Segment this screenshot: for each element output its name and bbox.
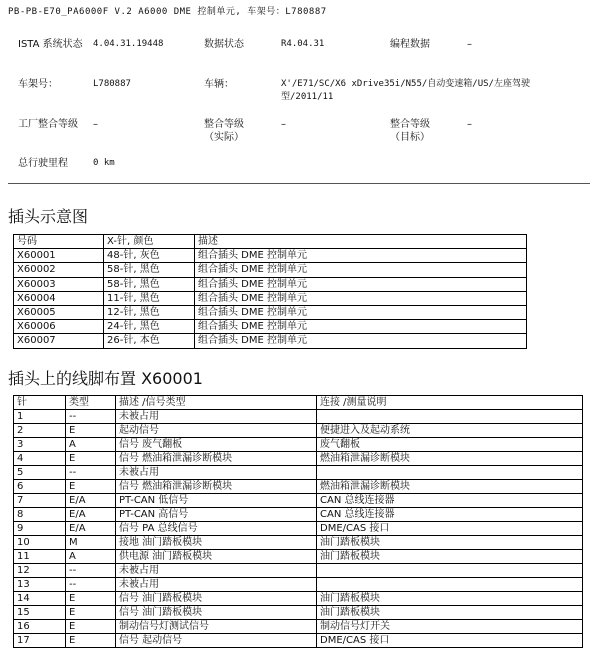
vehicle-label: 车辆： [204, 79, 234, 90]
table-row [14, 320, 527, 334]
table-cell: 14 [14, 592, 66, 606]
table-cell: X60003 [14, 277, 104, 291]
table-cell: 便捷进入及起动系统 [317, 424, 583, 438]
table-cell: 11-针, 黑色 [104, 291, 195, 305]
table-cell: 8 [14, 508, 66, 522]
table-cell: 信号 燃油箱泄漏诊断模块 [116, 452, 317, 466]
table-cell: 接地 油门踏板模块 [116, 536, 317, 550]
table-cell: 供电源 油门踏板模块 [116, 550, 317, 564]
table-cell: 油门踏板模块 [317, 606, 583, 620]
table-cell: 信号 油门踏板模块 [116, 592, 317, 606]
table-header-row [14, 396, 583, 410]
ista-value: 4.04.31.19448 [93, 39, 164, 49]
table-cell: DME/CAS 接口 [317, 522, 583, 536]
table-row [14, 606, 583, 620]
table-cell: 11 [14, 550, 66, 564]
table-row [14, 480, 583, 494]
table-cell [317, 410, 583, 424]
table-cell: 未被占用 [116, 578, 317, 592]
table-cell [317, 564, 583, 578]
table-cell: 油门踏板模块 [317, 536, 583, 550]
table-cell: M [66, 536, 116, 550]
table-row [14, 277, 527, 291]
data-state-label: 数据状态 [204, 39, 244, 50]
table-cell: 油门踏板模块 [317, 592, 583, 606]
table-row [14, 466, 583, 480]
table-cell [317, 466, 583, 480]
table-cell: A [66, 550, 116, 564]
table-row [14, 305, 527, 319]
table-header-row [14, 235, 527, 249]
table-cell: E/A [66, 508, 116, 522]
table-cell [317, 578, 583, 592]
table-cell: DME/CAS 接口 [317, 634, 583, 648]
table-cell: 燃油箱泄漏诊断模块 [317, 480, 583, 494]
table-cell: 未被占用 [116, 466, 317, 480]
table-cell: 58-针, 黑色 [104, 277, 195, 291]
target-level-value: – [467, 119, 472, 130]
table-row [14, 564, 583, 578]
table-cell: E [66, 424, 116, 438]
mileage-label: 总行驶里程 [18, 158, 68, 169]
target-level-label: 整合等级（目标） [390, 119, 430, 143]
table-cell: E/A [66, 494, 116, 508]
vin-label: 车架号： [18, 79, 58, 90]
document-header: PB-PB-E70_PA6000F V.2 A6000 DME 控制单元, 车架号：L780887 [8, 7, 327, 17]
table-row [14, 263, 527, 277]
table-cell: -- [66, 564, 116, 578]
table-cell: 16 [14, 620, 66, 634]
table-cell: X60006 [14, 320, 104, 334]
table-cell: 组合插头 DME 控制单元 [195, 305, 527, 319]
pin-section-title: 插头上的线脚布置 X60001 [8, 369, 203, 388]
col-header: 号码 [14, 235, 104, 249]
actual-level-label: 整合等级（实际） [204, 119, 244, 143]
table-row [14, 522, 583, 536]
table-cell: 未被占用 [116, 564, 317, 578]
table-row [14, 452, 583, 466]
table-cell: 13 [14, 578, 66, 592]
table-row [14, 410, 583, 424]
table-cell: CAN 总线连接器 [317, 494, 583, 508]
table-row [14, 334, 527, 348]
table-cell: E [66, 620, 116, 634]
table-cell: 5 [14, 466, 66, 480]
table-cell: 3 [14, 438, 66, 452]
table-cell: 制动信号灯测试信号 [116, 620, 317, 634]
table-cell: 17 [14, 634, 66, 648]
table-row [14, 249, 527, 263]
vin-value: L780887 [93, 79, 131, 89]
table-cell: 48-针, 灰色 [104, 249, 195, 263]
table-cell: -- [66, 578, 116, 592]
table-cell: -- [66, 410, 116, 424]
table-cell: 10 [14, 536, 66, 550]
col-header: 类型 [66, 396, 116, 410]
table-cell: 12-针, 黑色 [104, 305, 195, 319]
col-header: 针 [14, 396, 66, 410]
table-row [14, 494, 583, 508]
table-cell: X60005 [14, 305, 104, 319]
prog-data-label: 编程数据 [390, 39, 430, 50]
table-row [14, 291, 527, 305]
data-state-value: R4.04.31 [281, 39, 325, 49]
pin-table [13, 395, 583, 648]
col-header: 连接 /测量说明 [317, 396, 583, 410]
table-cell: E/A [66, 522, 116, 536]
table-cell: E [66, 452, 116, 466]
table-cell: 组合插头 DME 控制单元 [195, 277, 527, 291]
table-cell: 油门踏板模块 [317, 550, 583, 564]
table-cell: 1 [14, 410, 66, 424]
prog-data-value: – [467, 39, 472, 50]
table-cell: X60004 [14, 291, 104, 305]
table-cell: E [66, 592, 116, 606]
table-cell: E [66, 634, 116, 648]
table-cell: 未被占用 [116, 410, 317, 424]
table-cell: CAN 总线连接器 [317, 508, 583, 522]
table-cell: 7 [14, 494, 66, 508]
plug-table [13, 234, 527, 349]
table-cell: X60007 [14, 334, 104, 348]
table-cell: 26-针, 本色 [104, 334, 195, 348]
factory-level-label: 工厂整合等级 [18, 119, 78, 130]
table-cell: 燃油箱泄漏诊断模块 [317, 452, 583, 466]
table-cell: 制动信号灯开关 [317, 620, 583, 634]
table-cell: PT-CAN 高信号 [116, 508, 317, 522]
table-cell: A [66, 438, 116, 452]
table-cell: 15 [14, 606, 66, 620]
plug-section-title: 插头示意图 [8, 207, 89, 226]
table-row [14, 536, 583, 550]
table-cell: 废气翻板 [317, 438, 583, 452]
table-cell: 组合插头 DME 控制单元 [195, 291, 527, 305]
table-cell: 4 [14, 452, 66, 466]
table-row [14, 634, 583, 648]
table-cell: E [66, 480, 116, 494]
col-header: 描述 [195, 235, 527, 249]
col-header: X-针, 颜色 [104, 235, 195, 249]
table-cell: 组合插头 DME 控制单元 [195, 334, 527, 348]
table-cell: 信号 油门踏板模块 [116, 606, 317, 620]
mileage-value: 0 km [93, 158, 115, 168]
table-cell: 信号 废气翻板 [116, 438, 317, 452]
col-header: 描述 /信号类型 [116, 396, 317, 410]
vehicle-value: X'/E71/SC/X6 xDrive35i/N55/自动变速箱/US/左座驾驶型/2011/11 [281, 79, 530, 102]
table-row [14, 578, 583, 592]
table-cell: X60002 [14, 263, 104, 277]
table-cell: 信号 起动信号 [116, 634, 317, 648]
table-cell: 12 [14, 564, 66, 578]
table-row [14, 424, 583, 438]
table-cell: 组合插头 DME 控制单元 [195, 320, 527, 334]
table-cell: E [66, 606, 116, 620]
table-cell: 组合插头 DME 控制单元 [195, 263, 527, 277]
table-cell: -- [66, 466, 116, 480]
table-cell: 2 [14, 424, 66, 438]
table-cell: X60001 [14, 249, 104, 263]
table-cell: 信号 燃油箱泄漏诊断模块 [116, 480, 317, 494]
table-row [14, 592, 583, 606]
actual-level-value: – [281, 119, 286, 130]
table-cell: 组合插头 DME 控制单元 [195, 249, 527, 263]
ista-label: ISTA 系统状态 [18, 39, 83, 50]
factory-level-value: – [93, 119, 98, 130]
table-row [14, 438, 583, 452]
table-cell: 9 [14, 522, 66, 536]
divider [8, 183, 590, 184]
table-cell: 58-针, 黑色 [104, 263, 195, 277]
table-cell: 24-针, 黑色 [104, 320, 195, 334]
table-row [14, 620, 583, 634]
pin-table-body [14, 410, 583, 648]
table-row [14, 508, 583, 522]
table-row [14, 550, 583, 564]
table-cell: 信号 PA 总线信号 [116, 522, 317, 536]
table-cell: PT-CAN 低信号 [116, 494, 317, 508]
table-cell: 起动信号 [116, 424, 317, 438]
table-cell: 6 [14, 480, 66, 494]
